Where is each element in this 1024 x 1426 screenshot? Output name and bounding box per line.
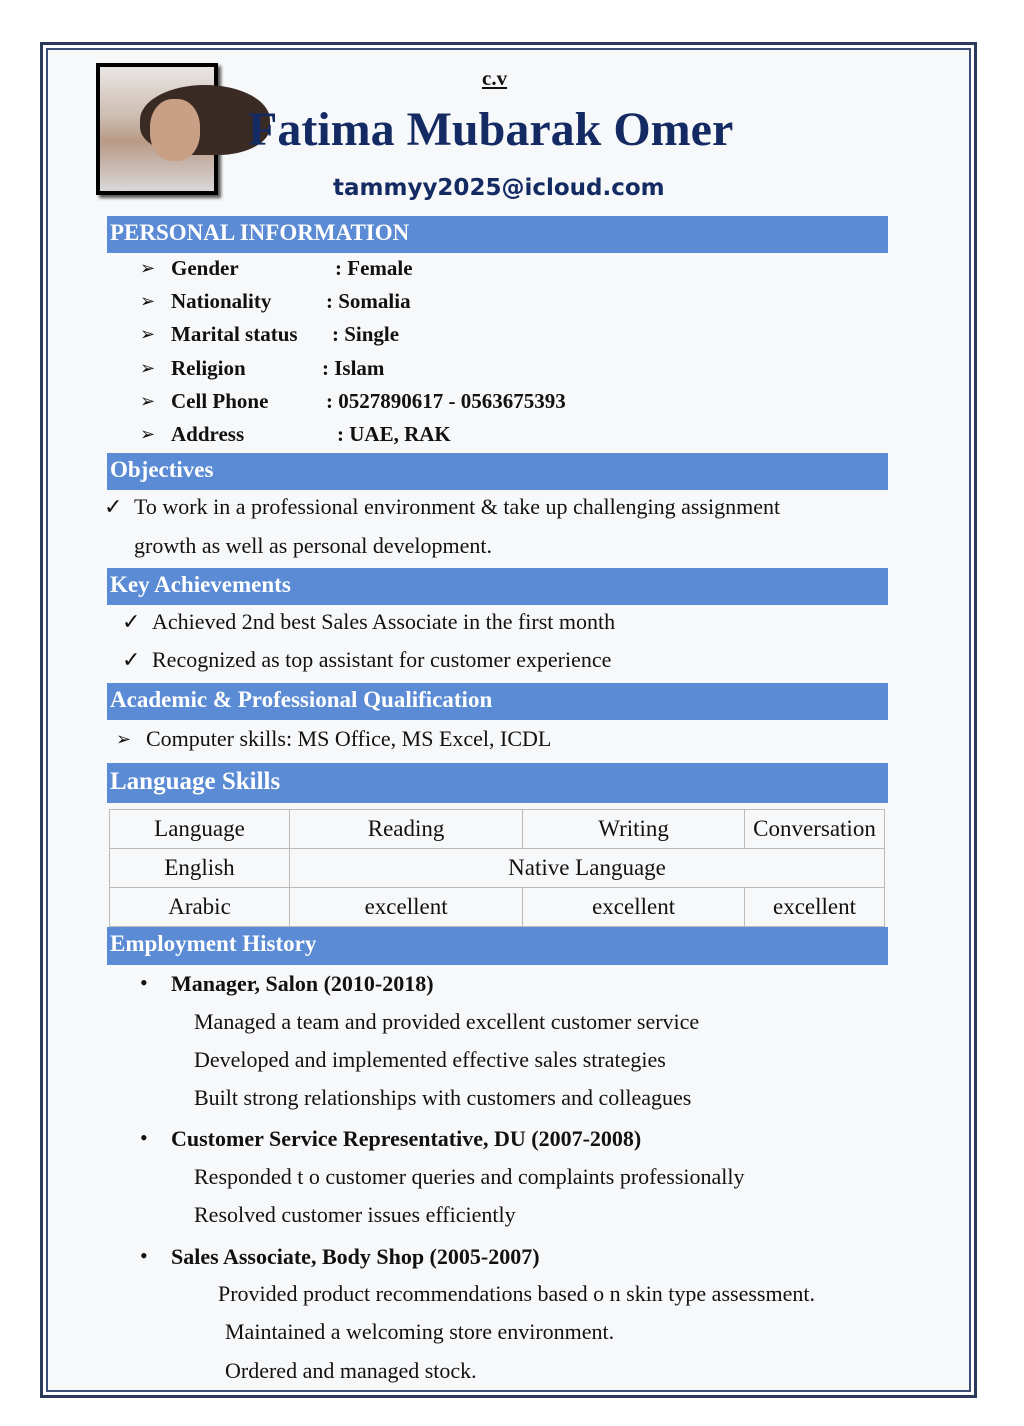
language-table [109, 809, 885, 927]
arrow-bullet-icon: ➢ [140, 391, 156, 411]
level-cell: Native Language [290, 849, 885, 888]
personal-label: Cell Phone [171, 389, 269, 413]
arrow-bullet-icon: ➢ [140, 258, 156, 278]
personal-value: : Somalia [326, 289, 411, 313]
section-employment-history: Employment History [107, 927, 888, 965]
arrow-bullet-icon: ➢ [140, 424, 156, 444]
check-icon: ✓ [122, 609, 141, 634]
section-language-skills: Language Skills [107, 763, 888, 803]
job-duty: Provided product recommendations based o n skin type assessment. [218, 1281, 815, 1306]
personal-value: : Female [335, 256, 413, 280]
objective-line-1: To work in a professional environment & take up challenging assignment [134, 494, 781, 519]
personal-label: Religion [171, 356, 246, 380]
level-cell: excellent [290, 888, 523, 927]
job-duty: Ordered and managed stock. [225, 1358, 477, 1383]
cv-label: c.v [482, 66, 508, 90]
section-personal-information: PERSONAL INFORMATION [107, 216, 888, 253]
header-cell: Language [110, 810, 290, 849]
email[interactable]: tammyy2025@icloud.com [333, 175, 665, 201]
achievement-item: Recognized as top assistant for customer experience [152, 647, 612, 672]
job-duty: Managed a team and provided excellent customer service [194, 1009, 700, 1034]
level-cell: excellent [523, 888, 745, 927]
objective-line-2: growth as well as personal development. [134, 533, 493, 558]
job-duty: Maintained a welcoming store environment. [225, 1319, 615, 1344]
section-key-achievements: Key Achievements [107, 568, 888, 605]
dot-bullet-icon: • [140, 1243, 148, 1268]
dot-bullet-icon: • [140, 970, 148, 995]
check-icon: ✓ [104, 494, 123, 519]
arrow-bullet-icon: ➢ [140, 324, 156, 344]
arrow-bullet-icon: ➢ [140, 358, 156, 378]
academic-item: Computer skills: MS Office, MS Excel, ICDL [146, 726, 552, 751]
job-title: Customer Service Representative, DU (2007-2008) [171, 1126, 642, 1151]
job-duty: Responded t o customer queries and complaints professionally [194, 1164, 745, 1189]
dot-bullet-icon: • [140, 1125, 148, 1150]
header-cell: Reading [290, 810, 523, 849]
job-duty: Developed and implemented effective sales strategies [194, 1047, 666, 1072]
arrow-bullet-icon: ➢ [140, 291, 156, 311]
personal-value: : Islam [322, 356, 385, 380]
level-cell: excellent [745, 888, 885, 927]
achievement-item: Achieved 2nd best Sales Associate in the first month [152, 609, 616, 634]
personal-label: Address [171, 422, 245, 446]
header-cell: Writing [523, 810, 745, 849]
table-header-row [110, 810, 885, 849]
language-cell: Arabic [110, 888, 290, 927]
table-row [110, 849, 885, 888]
section-objectives: Objectives [107, 453, 888, 490]
table-row [110, 888, 885, 927]
job-duty: Resolved customer issues efficiently [194, 1202, 516, 1227]
personal-label: Marital status [171, 322, 298, 346]
job-duty: Built strong relationships with customers and colleagues [194, 1085, 692, 1110]
personal-label: Gender [171, 256, 239, 280]
arrow-bullet-icon: ➢ [116, 729, 132, 749]
check-icon: ✓ [122, 647, 141, 672]
profile-photo [96, 63, 218, 195]
candidate-name: Fatima Mubarak Omer [248, 103, 734, 156]
personal-value: : UAE, RAK [337, 422, 451, 446]
header-cell: Conversation [745, 810, 885, 849]
personal-value: : 0527890617 - 0563675393 [326, 389, 566, 413]
personal-label: Nationality [171, 289, 272, 313]
language-cell: English [110, 849, 290, 888]
job-title: Sales Associate, Body Shop (2005-2007) [171, 1244, 540, 1269]
job-title: Manager, Salon (2010-2018) [171, 971, 434, 996]
section-academic: Academic & Professional Qualification [107, 683, 888, 720]
personal-value: : Single [332, 322, 400, 346]
